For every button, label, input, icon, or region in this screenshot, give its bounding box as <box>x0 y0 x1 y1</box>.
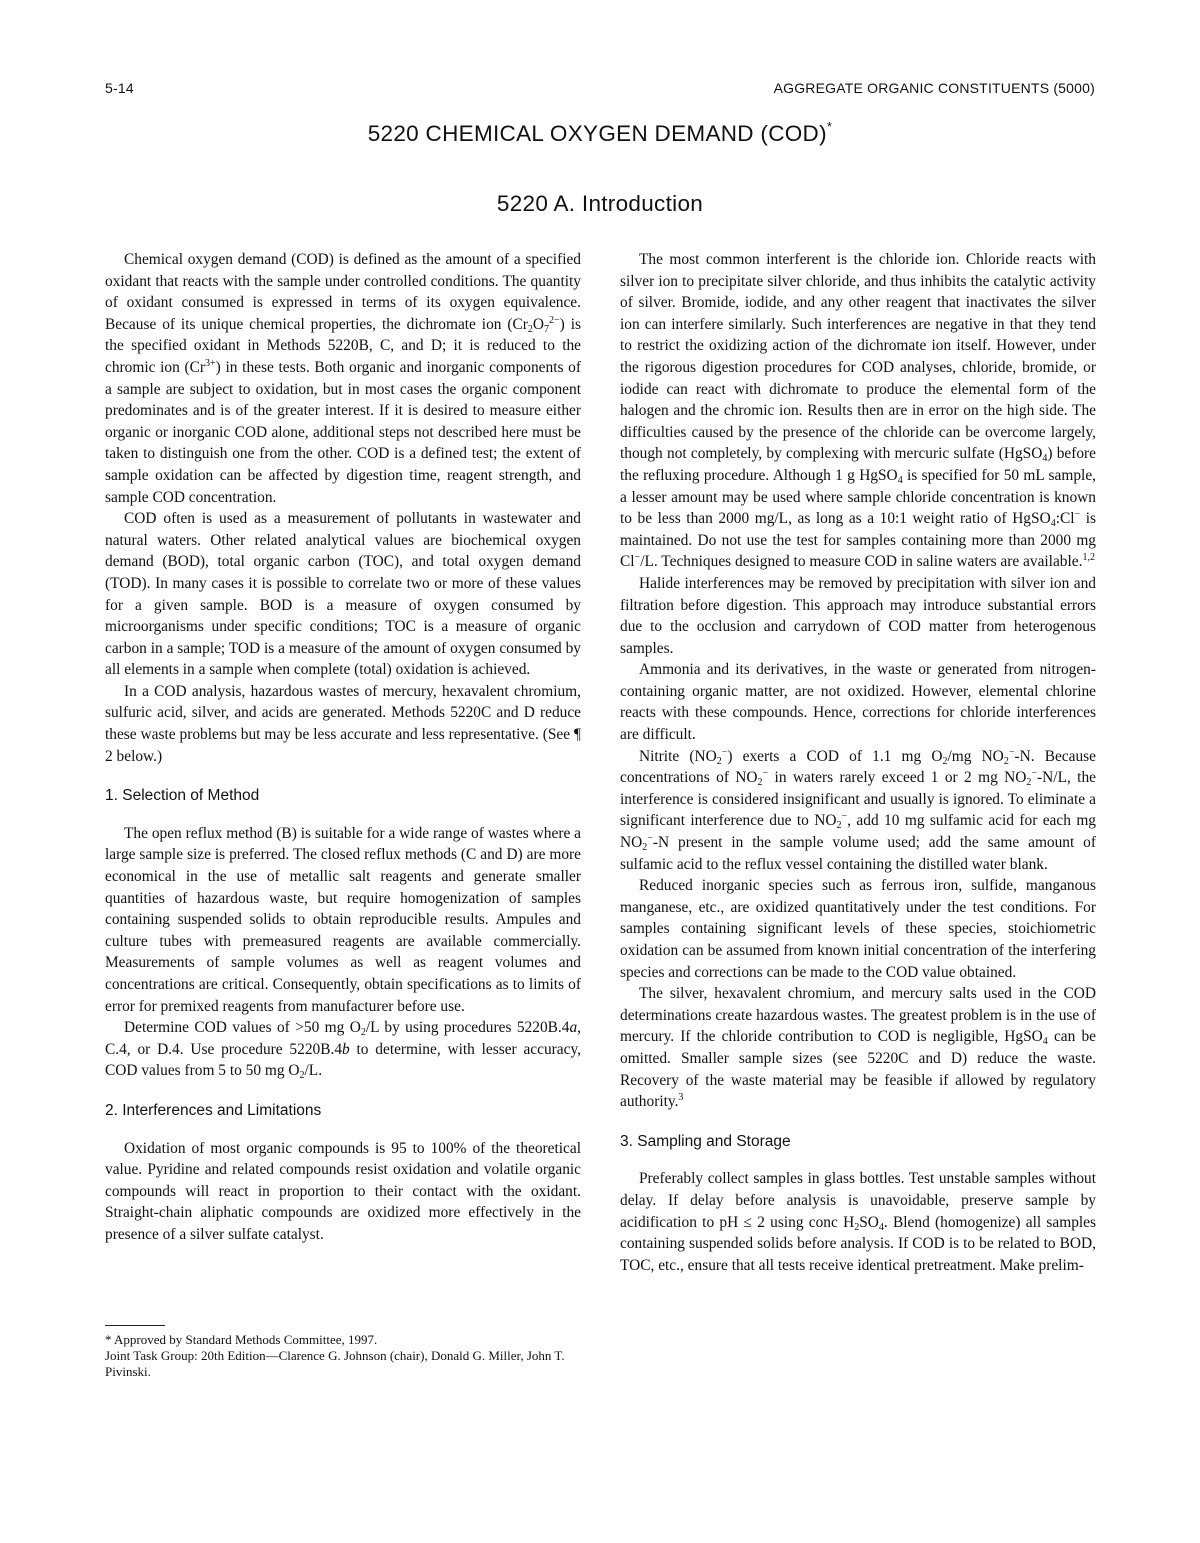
intro-paragraph-2: COD often is used as a measurement of pollutants in wastewater and natural waters. Other related analytical values are biochemical oxygen demand (BOD), total organic carbon (TOC), and total oxygen demand (TOD). In many cases it is possible to correlate two or more of these values for a given sample. BOD is a measure of oxygen consumed by microorganisms under specific conditions; TOC is a measure of organic carbon in a sample; TOD is a measure of the amount of oxygen consumed by all elements in a sample when complete (total) oxidation is achieved. <box>105 510 581 679</box>
interferent-paragraph-chloride: The most common interferent is the chloride ion. Chloride reacts with silver ion to precipitate silver chloride, and thus inhibits the catalytic activity of silver. Bromide, iodide, and any other reagent that inactivates the silver ion can interfere similarly. Such interferences are negative in that they tend to restrict the oxidizing action of the dichromate ion itself. However, under the rigorous digestion procedures for COD analyses, chloride, bromide, or iodide can react with dichromate to produce the elemental form of the halogen and the chromic ion. Results then are in error on the high side. The difficulties caused by the presence of the chloride can be overcome largely, though not completely, by complexing with mercuric sulfate (HgSO$_4$) before the refluxing procedure. Although 1 g HgSO$_4$ is specified for 50 mL sample, a lesser amount may be used where sample chloride concentration is known to be less than 2000 mg/L, as long as a 10:1 weight ratio of HgSO$_4$:Cl− is maintained. Do not use the test for samples containing more than 2000 mg Cl−/L. Techniques designed to measure COD in saline waters are available.$^{1,2}$ <box>620 251 1096 571</box>
intro-paragraph-3: In a COD analysis, hazardous wastes of mercury, hexavalent chromium, sulfuric acid, silver, and acids are generated. Methods 5220C and D reduce these waste problems but may be less accurate and less representative. (See ¶ 2 below.) <box>105 682 581 765</box>
footnote-rule <box>105 1325 165 1326</box>
selection-paragraph-2: Determine COD values of >50 mg $O_2/L$ by using procedures 5220B.4a, C.4, or D.4. Use procedure 5220B.4b to determine, with lesser accuracy, COD values from 5 to 50 mg $O_2/L$. <box>105 1019 582 1082</box>
section-header: AGGREGATE ORGANIC CONSTITUENTS (5000) <box>773 80 1095 96</box>
section-heading-interferences: 2. Interferences and Limitations <box>105 1101 322 1119</box>
sampling-paragraph-1: Preferably collect samples in glass bottles. Test unstable samples without delay. If delay before analysis is unavoidable, preserve sample by acidification to pH ≤ 2 using conc $H_2SO_4$. Blend (homogenize) all samples containing suspended solids before analysis. If COD is to be related to BOD, TOC, etc., ensure that all tests receive identical pretreatment. Make prelim- <box>620 1170 1097 1274</box>
interferent-paragraph-ammonia: Ammonia and its derivatives, in the waste or generated from nitrogen-containing organic matter, are not oxidized. However, elemental chlorine reacts with these compounds. Hence, corrections for chloride interferences are difficult. <box>620 661 1096 744</box>
footnote-line-2: Joint Task Group: 20th Edition—Clarence G. Johnson (chair), Donald G. Miller, John T. Pivinski. <box>105 1348 565 1379</box>
page-number: 5-14 <box>105 80 134 96</box>
footnote-line-1: * Approved by Standard Methods Committee, 1997. <box>105 1332 378 1347</box>
interferent-paragraph-halide: Halide interferences may be removed by precipitation with silver ion and filtration before digestion. This approach may introduce substantial errors due to the occlusion and carrydown of COD matter from heterogenous samples. <box>620 574 1096 657</box>
footnote <box>105 1332 581 1380</box>
title-footnote-marker: * <box>826 119 833 134</box>
section-heading-selection: 1. Selection of Method <box>105 787 260 805</box>
section-subtitle: 5220 A. Introduction <box>496 191 704 216</box>
right-column <box>620 249 1096 1276</box>
interferences-paragraph-1: Oxidation of most organic compounds is 95 to 100% of the theoretical value. Pyridine and related compounds resist oxidation and volatile organic compounds will react in proportion to their contact with the oxidant. Straight-chain aliphatic compounds are oxidized more effectively in the presence of a silver sulfate catalyst. <box>105 1139 581 1243</box>
section-heading-sampling: 3. Sampling and Storage <box>620 1132 791 1150</box>
interferent-paragraph-nitrite: Nitrite $(NO_2^-)$ exerts a COD of 1.1 mg $O_2/mg$ $NO_2^--N$. Because concentrations of $NO_2^-$ in waters rarely exceed 1 or 2 mg $NO_2^--N/L$, the interference is considered insignificant and usually is ignored. To eliminate a significant interference due to $NO_2^-$, add 10 mg sulfamic acid for each mg $NO_2^--N$ present in the sample volume used; add the same amount of sulfamic acid to the reflux vessel containing the distilled water blank. <box>620 746 1096 873</box>
interferent-paragraph-hazardous-wastes: The silver, hexavalent chromium, and mercury salts used in the COD determinations create hazardous wastes. The greatest problem is in the use of mercury. If the chloride contribution to COD is negligible, HgSO$_4$ can be omitted. Smaller sample sizes (see 5220C and D) reduce the waste. Recovery of the waste material may be feasible if allowed by regulatory authority.$^3$ <box>620 985 1096 1111</box>
title-text: 5220 CHEMICAL OXYGEN DEMAND (COD) <box>367 121 827 146</box>
selection-paragraph-1: The open reflux method (B) is suitable for a wide range of wastes where a large sample size is preferred. The closed reflux methods (C and D) are more economical in the use of metallic salt reagents and generate smaller quantities of hazardous waste, but require homogenization of samples containing suspended solids to obtain reproducible results. Ampules and culture tubes with premeasured reagents are available commercially. Measurements of sample volumes as well as reagent volumes and concentrations are critical. Consequently, obtain specifications as to limits of error for premixed reagents from manufacturer before use. <box>105 824 581 1015</box>
running-header <box>105 80 1095 100</box>
intro-paragraph-1: Chemical oxygen demand (COD) is defined as the amount of a specified oxidant that reacts with the sample under controlled conditions. The quantity of oxidant consumed is expressed in terms of its oxygen equivalence. Because of its unique chemical properties, the dichromate ion $(Cr_2O_7^{2-})$ is the specified oxidant in Methods 5220B, C, and D; it is reduced to the chromic ion $(Cr^{3+})$ in these tests. Both organic and inorganic components of a sample are subject to oxidation, but in most cases the organic component predominates and is of the greater interest. If it is desired to measure either organic or inorganic COD alone, additional steps not described here must be taken to distinguish one from the other. COD is a defined test; the extent of sample oxidation can be affected by digestion time, reagent strength, and sample COD concentration. <box>105 251 582 506</box>
interferent-paragraph-reduced-species: Reduced inorganic species such as ferrous iron, sulfide, manganous manganese, etc., are oxidized quantitatively under the test conditions. For samples containing significant levels of these species, stoichiometric oxidation can be assumed from known initial concentration of the interfering species and corrections can be made to the COD value obtained. <box>620 877 1096 981</box>
page-title <box>0 121 1200 147</box>
left-column <box>105 249 581 1246</box>
